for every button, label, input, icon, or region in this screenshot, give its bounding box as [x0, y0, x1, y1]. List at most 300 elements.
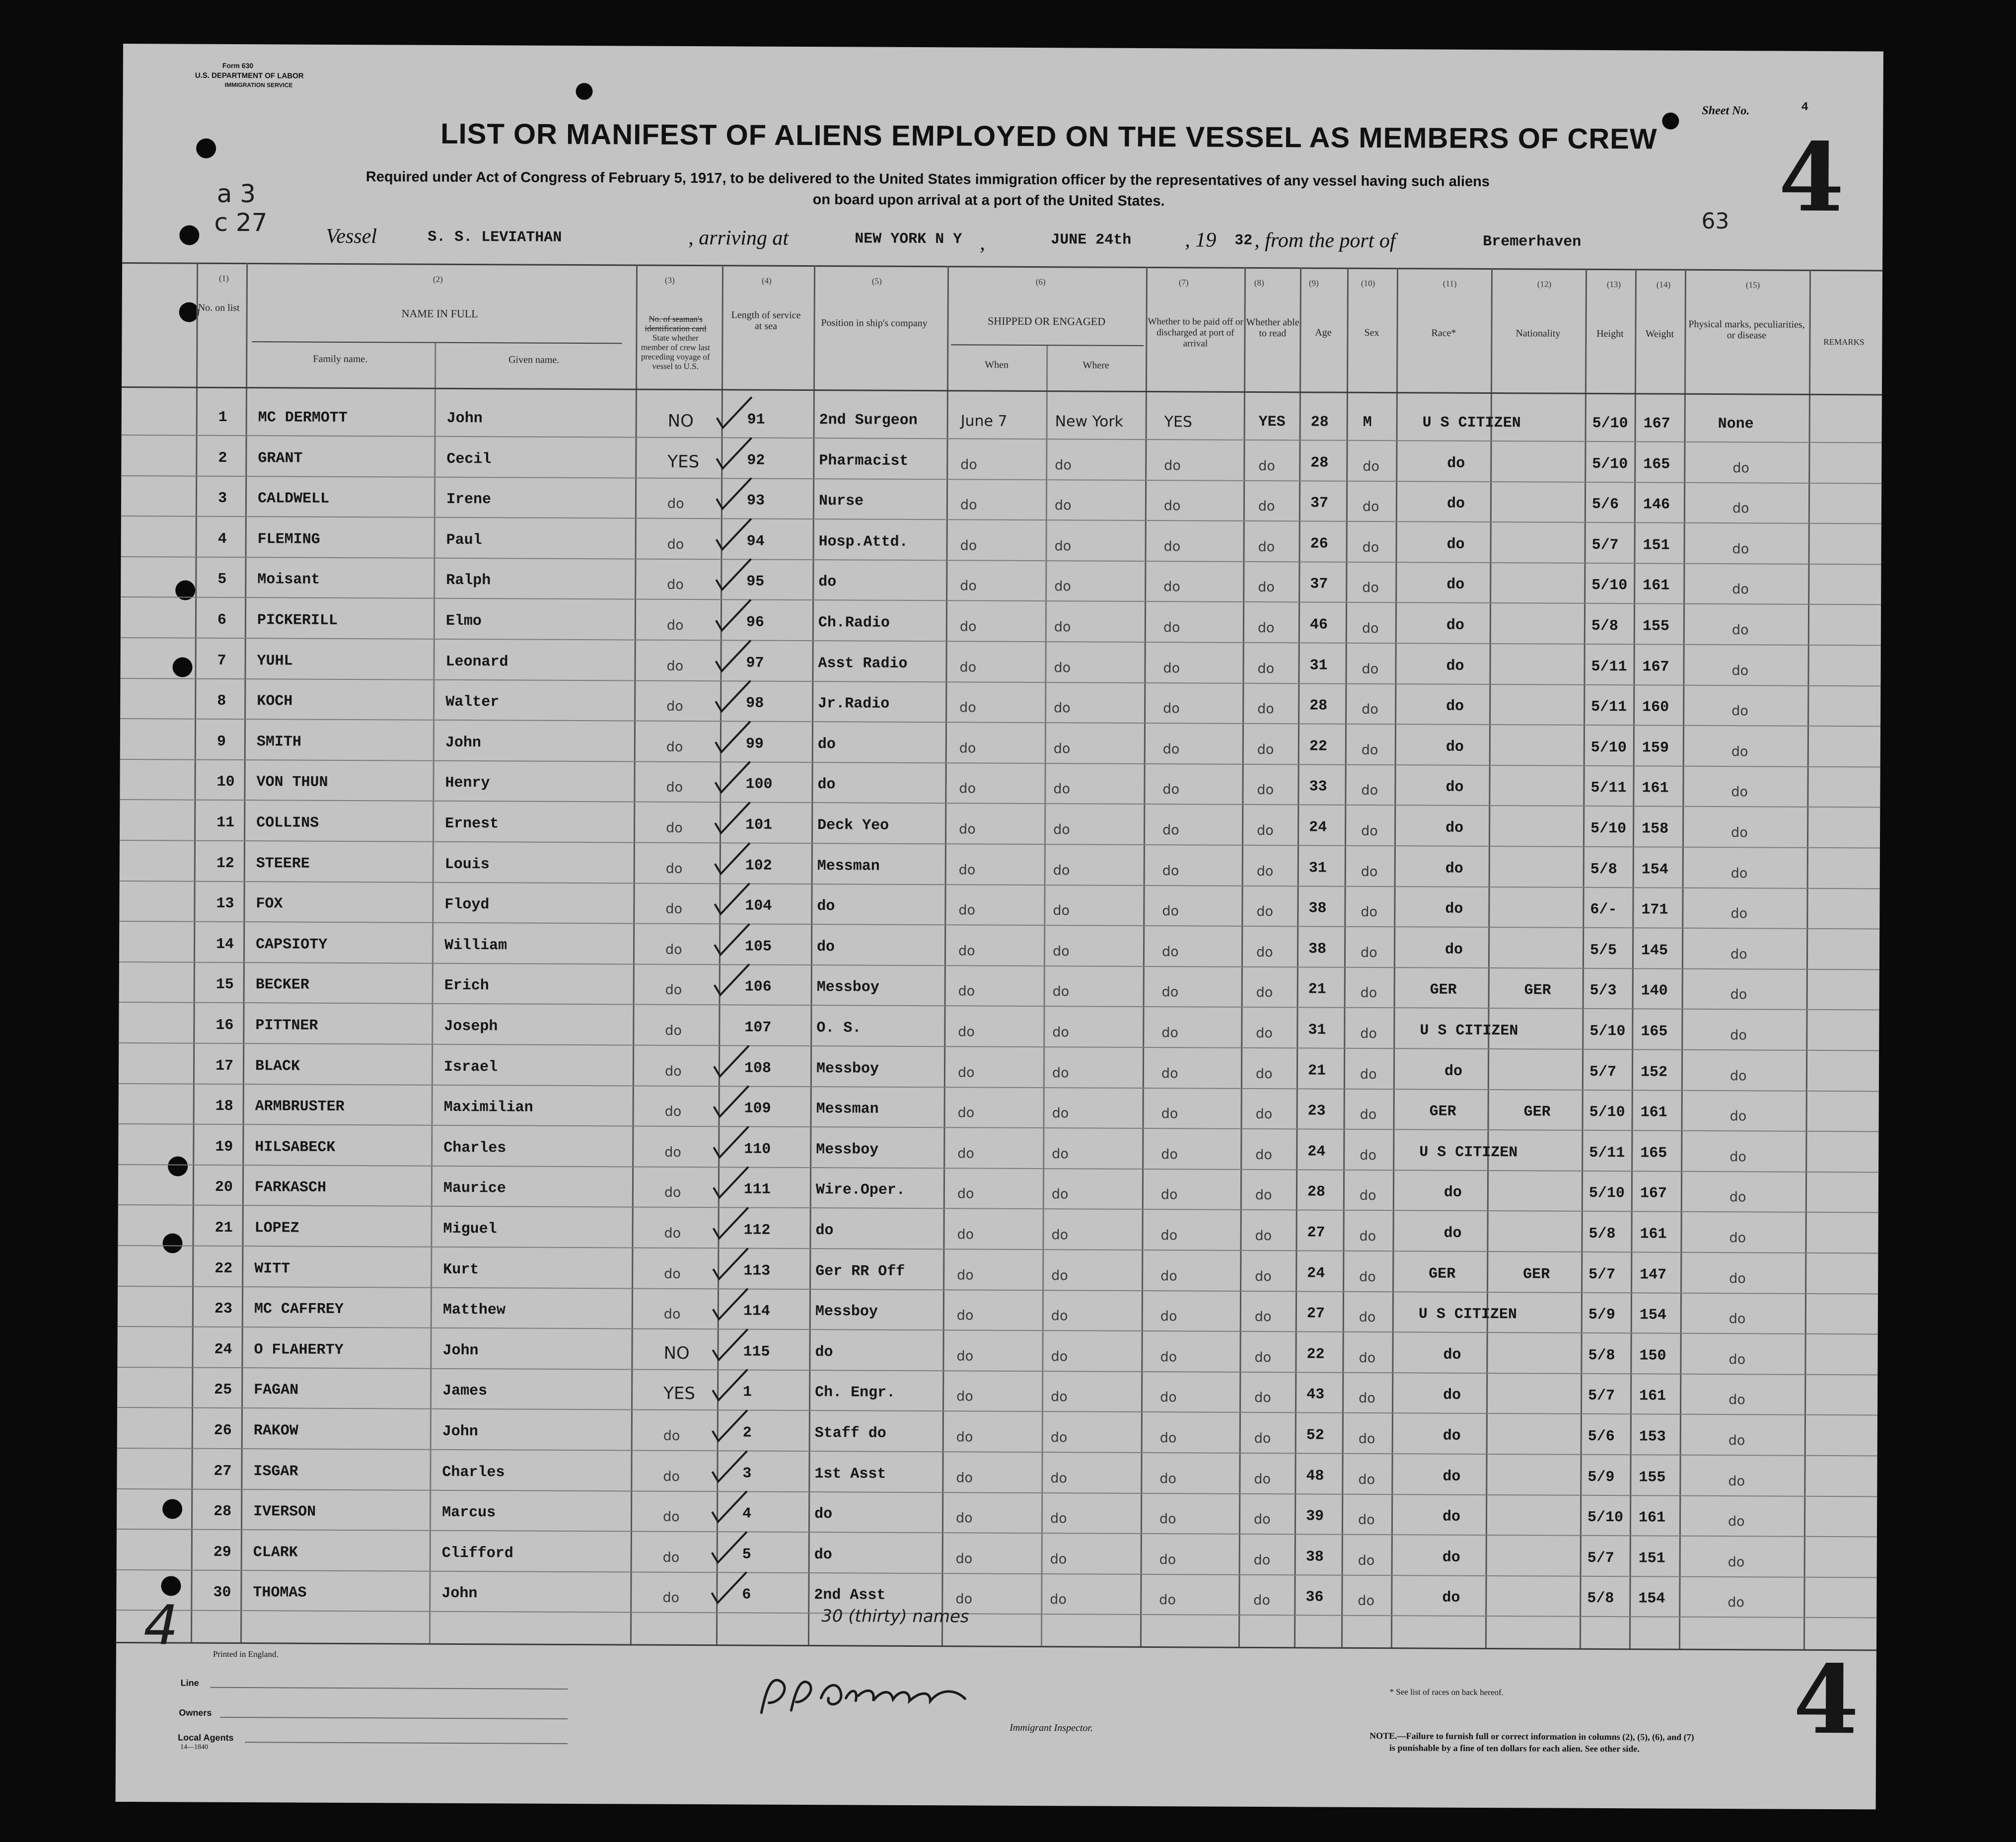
cell-position: do — [815, 1344, 833, 1361]
cell-position: do — [817, 736, 836, 753]
cell-able-to-read: do — [1257, 701, 1274, 717]
cell-position: Hosp.Attd. — [818, 533, 908, 551]
cell-engaged-when: do — [959, 821, 976, 837]
cell-race: U S CITIZEN — [1420, 1022, 1518, 1040]
cell-prev-voyage: do — [667, 536, 684, 552]
checkmark-icon — [711, 1204, 751, 1242]
cell-given-name: Louis — [444, 856, 490, 874]
cell-age: 28 — [1310, 414, 1329, 431]
cell-sex: do — [1362, 499, 1379, 515]
row-rule — [120, 678, 1880, 686]
cell-age: 37 — [1310, 576, 1328, 593]
cell-paid-off: do — [1159, 1592, 1176, 1608]
cell-sex: do — [1363, 458, 1380, 475]
cell-able-to-read: do — [1257, 620, 1275, 636]
arriving-label: , arriving at — [688, 226, 789, 250]
prev-voyage-label: State whether member of crew last preceding voyage of vessel to U.S. — [641, 333, 711, 371]
cell-sex: do — [1358, 1552, 1375, 1569]
cell-physical-marks: do — [1729, 1271, 1746, 1287]
local-agents-label: Local Agents — [178, 1732, 234, 1743]
manifest-subtitle: Required under Act of Congress of February 5, 1917, to be delivered to the United States immigration officer by the representatives of any vessel having such aliens — [365, 169, 1490, 190]
column-divider — [630, 265, 638, 1645]
cell-physical-marks: do — [1728, 1595, 1745, 1611]
cell-position: do — [818, 574, 837, 591]
cell-given-name: Henry — [445, 774, 490, 792]
cell-family-name: FAGAN — [254, 1382, 299, 1399]
cell-list-number: 3 — [217, 490, 227, 507]
cell-given-name: Walter — [445, 693, 500, 711]
cell-given-name: Israel — [443, 1058, 498, 1076]
cell-prev-voyage: do — [666, 658, 684, 674]
cell-position: Messman — [817, 858, 880, 875]
cell-given-name: John — [442, 1423, 478, 1441]
cell-engaged-where: do — [1051, 1186, 1069, 1202]
cell-position: Messman — [816, 1101, 879, 1118]
cell-family-name: THOMAS — [253, 1584, 307, 1602]
cell-weight: 161 — [1640, 1226, 1667, 1243]
cell-list-number: 23 — [214, 1300, 232, 1318]
cell-paid-off: do — [1159, 1552, 1176, 1568]
cell-position: Pharmacist — [819, 452, 909, 470]
checkmark-icon — [715, 394, 755, 431]
cell-paid-off: do — [1163, 620, 1180, 636]
cell-position: Jr.Radio — [818, 695, 890, 713]
cell-weight: 154 — [1639, 1307, 1666, 1324]
cell-paid-off: do — [1163, 579, 1180, 595]
cell-sex: do — [1358, 1593, 1375, 1609]
cell-physical-marks: do — [1729, 1108, 1747, 1124]
row-rule — [119, 1042, 1879, 1051]
cell-given-name: Floyd — [444, 896, 490, 914]
cell-height: 5/10 — [1591, 577, 1628, 594]
punch-hole — [196, 139, 216, 158]
inspector-label: Immigrant Inspector. — [1009, 1722, 1093, 1734]
cell-race: do — [1445, 738, 1464, 756]
cell-engaged-where: do — [1051, 1308, 1068, 1324]
cell-physical-marks: do — [1731, 825, 1748, 841]
cell-given-name: Charles — [443, 1139, 506, 1157]
cell-nationality: GER — [1524, 982, 1551, 999]
cell-sex: do — [1360, 1147, 1376, 1164]
column-number: (2) — [432, 274, 443, 284]
cell-engaged-when: do — [958, 983, 975, 999]
checkmark-icon — [712, 1123, 751, 1161]
cell-age: 28 — [1309, 697, 1328, 715]
cell-height: 5/5 — [1589, 942, 1617, 959]
cell-position: Nurse — [818, 493, 864, 510]
name-subrule — [252, 341, 622, 344]
header-prev-voyage — [638, 314, 713, 371]
cell-position: Deck Yeo — [817, 817, 889, 834]
cell-sex: do — [1359, 1309, 1376, 1326]
cell-paid-off: do — [1159, 1471, 1177, 1487]
column-number: (13) — [1606, 280, 1621, 290]
cell-sex: do — [1361, 864, 1378, 880]
cell-paid-off: do — [1161, 1106, 1178, 1122]
cell-race: do — [1442, 1427, 1461, 1445]
cell-weight: 171 — [1641, 901, 1668, 919]
cell-family-name: MC CAFFREY — [254, 1301, 344, 1318]
row-rule — [120, 840, 1880, 848]
cell-prev-voyage: do — [666, 617, 684, 633]
column-divider — [1629, 269, 1637, 1649]
cell-race: GER — [1429, 1265, 1456, 1283]
cell-physical-marks: do — [1732, 460, 1750, 476]
cell-engaged-when: do — [955, 1510, 973, 1526]
cell-engaged-when: do — [956, 1429, 973, 1445]
cell-list-number: 5 — [217, 571, 227, 588]
cell-service-length: 2 — [742, 1424, 752, 1442]
cell-paid-off: do — [1160, 1309, 1177, 1325]
cell-engaged-where: do — [1052, 944, 1070, 959]
service-name: IMMIGRATION SERVICE — [224, 81, 293, 89]
cell-given-name: Ralph — [446, 572, 491, 589]
cell-service-length: 4 — [742, 1505, 752, 1523]
column-divider — [1485, 268, 1493, 1649]
cell-able-to-read: do — [1255, 1187, 1272, 1203]
cell-able-to-read: do — [1256, 944, 1273, 960]
cell-engaged-when: do — [957, 1065, 975, 1081]
cell-position: Asst Radio — [818, 655, 908, 672]
cell-engaged-when: do — [956, 1308, 974, 1324]
cell-position: 2nd Surgeon — [819, 412, 918, 429]
cell-paid-off: do — [1163, 539, 1181, 555]
cell-engaged-when: do — [955, 1591, 973, 1607]
cell-able-to-read: do — [1256, 863, 1274, 880]
header-service-length: Length of service at sea — [731, 309, 801, 332]
cell-able-to-read: do — [1254, 1349, 1272, 1366]
cell-height: 5/11 — [1590, 779, 1627, 797]
cell-sex: do — [1359, 1350, 1376, 1366]
cell-able-to-read: do — [1255, 1106, 1273, 1122]
header-name-in-full: NAME IN FULL — [401, 307, 478, 320]
cell-family-name: BECKER — [255, 976, 309, 994]
cell-list-number: 24 — [214, 1341, 232, 1358]
header-position: Position in ship's company — [821, 317, 928, 329]
cell-prev-voyage: do — [666, 739, 683, 755]
cell-family-name: FLEMING — [257, 531, 320, 548]
cell-engaged-when: do — [958, 1024, 975, 1040]
cell-able-to-read: do — [1258, 458, 1276, 474]
cell-position: Ger RR Off — [815, 1263, 905, 1280]
column-number: (11) — [1442, 279, 1457, 289]
cell-age: 26 — [1310, 535, 1328, 553]
cell-prev-voyage: do — [665, 861, 683, 877]
cell-service-length: 115 — [743, 1343, 770, 1361]
cell-list-number: 11 — [216, 814, 235, 831]
cell-sex: do — [1362, 580, 1379, 596]
cell-height: 5/8 — [1587, 1590, 1614, 1608]
cell-physical-marks: do — [1728, 1514, 1745, 1530]
cell-service-length: 105 — [745, 938, 772, 956]
cell-given-name: Cecil — [446, 450, 492, 468]
cell-physical-marks: do — [1728, 1352, 1746, 1368]
cell-engaged-when: do — [959, 700, 976, 716]
cell-age: 52 — [1306, 1427, 1324, 1444]
cell-paid-off: do — [1164, 458, 1181, 474]
cell-age: 43 — [1306, 1386, 1325, 1403]
arrival-year: 32 — [1234, 232, 1253, 249]
column-divider — [240, 263, 248, 1643]
cell-race: U S CITIZEN — [1422, 414, 1521, 432]
cell-given-name: Clifford — [441, 1545, 513, 1562]
cell-sex: do — [1360, 985, 1377, 1001]
penalty-note: NOTE.—Failure to furnish full or correct information in columns (2), (5), (6), and (7) — [1369, 1730, 1694, 1742]
cell-engaged-where: do — [1054, 538, 1072, 554]
column-number: (7) — [1178, 278, 1189, 288]
checkmark-icon — [710, 1448, 750, 1485]
cell-height: 5/6 — [1591, 496, 1619, 514]
cell-list-number: 30 — [213, 1584, 231, 1601]
cell-engaged-where: do — [1053, 781, 1071, 797]
cell-family-name: BLACK — [255, 1058, 300, 1075]
cell-height: 5/10 — [1588, 1184, 1625, 1202]
big-sheet-number-bottom: 4 — [1793, 1644, 1860, 1756]
row-rule — [119, 921, 1879, 929]
cell-list-number: 14 — [216, 936, 234, 953]
cell-list-number: 19 — [215, 1138, 233, 1156]
cell-sex: do — [1361, 782, 1378, 799]
column-number: (6) — [1035, 277, 1046, 287]
cell-position: O. S. — [816, 1020, 862, 1037]
header-paid-off: Whether to be paid off or discharged at port of arrival — [1148, 316, 1243, 349]
checkmark-icon — [710, 1569, 749, 1606]
cell-family-name: GRANT — [258, 450, 303, 467]
checkmark-icon — [714, 596, 754, 634]
cell-height: 5/8 — [1590, 861, 1617, 879]
cell-engaged-where: do — [1055, 457, 1072, 473]
cell-given-name: Elmo — [445, 612, 482, 630]
cell-nationality: GER — [1523, 1104, 1551, 1121]
cell-weight: 160 — [1642, 699, 1669, 716]
cell-service-length: 113 — [743, 1262, 771, 1280]
cell-given-name: Leonard — [445, 653, 508, 671]
vessel-label: Vessel — [326, 224, 377, 248]
cell-engaged-where: do — [1053, 903, 1070, 919]
checkmark-icon — [713, 840, 753, 877]
cell-prev-voyage: NO — [663, 1343, 690, 1364]
row-rule — [116, 1610, 1876, 1618]
punch-hole — [1662, 113, 1679, 130]
cell-family-name: O FLAHERTY — [254, 1341, 344, 1359]
cell-able-to-read: do — [1257, 661, 1275, 677]
checkmark-icon — [713, 880, 752, 917]
checkmark-icon — [712, 1083, 752, 1120]
cell-engaged-when: do — [956, 1348, 974, 1364]
checkmark-icon — [710, 1488, 750, 1525]
cell-prev-voyage: do — [666, 698, 683, 714]
header-age: Age — [1315, 327, 1332, 338]
arrival-date: JUNE 24th — [1051, 231, 1132, 249]
cell-position: Messboy — [815, 1303, 878, 1321]
cell-paid-off: do — [1162, 822, 1179, 838]
checkmark-icon — [715, 435, 754, 472]
row-rule — [120, 718, 1880, 727]
cell-engaged-where: do — [1051, 1268, 1068, 1284]
cell-weight: 167 — [1640, 1185, 1667, 1202]
cell-engaged-where: do — [1053, 741, 1071, 757]
cell-race: U S CITIZEN — [1419, 1144, 1518, 1162]
cell-weight: 153 — [1639, 1428, 1666, 1446]
cell-paid-off: do — [1160, 1390, 1177, 1405]
cell-height: 5/11 — [1591, 698, 1627, 716]
cell-height: 5/11 — [1589, 1144, 1625, 1162]
cell-given-name: William — [444, 937, 507, 955]
column-number: (3) — [664, 275, 675, 285]
cell-given-name: Matthew — [442, 1301, 505, 1319]
departure-port: Bremerhaven — [1483, 233, 1582, 251]
cell-age: 23 — [1307, 1103, 1326, 1120]
row-rule — [122, 435, 1882, 443]
cell-engaged-where: do — [1054, 498, 1072, 514]
cell-weight: 161 — [1639, 1509, 1666, 1527]
inspector-signature — [751, 1668, 985, 1724]
cell-race: do — [1446, 536, 1465, 553]
cell-list-number: 8 — [217, 692, 226, 710]
cell-position: Messboy — [816, 979, 879, 996]
cell-sex: do — [1359, 1269, 1376, 1285]
cell-engaged-when: do — [957, 1186, 974, 1202]
cell-engaged-where: do — [1054, 660, 1071, 676]
line-label: Line — [180, 1678, 199, 1688]
cell-physical-marks: do — [1728, 1311, 1746, 1327]
cell-prev-voyage: do — [662, 1549, 680, 1565]
cell-position: Messboy — [816, 1060, 879, 1078]
checkmark-icon — [711, 1366, 750, 1403]
checkmark-icon — [711, 1285, 751, 1323]
penalty-note: is punishable by a fine of ten dollars for each alien. See other side. — [1389, 1743, 1640, 1754]
cell-given-name: John — [446, 410, 483, 428]
cell-race: do — [1446, 495, 1465, 513]
checkmark-icon — [713, 961, 752, 998]
cell-height: 5/7 — [1589, 1063, 1617, 1081]
cell-sex: do — [1360, 1026, 1377, 1042]
checkmark-icon — [714, 556, 754, 593]
cell-engaged-when: do — [959, 740, 976, 756]
cell-age: 33 — [1309, 778, 1327, 796]
cell-physical-marks: do — [1732, 541, 1749, 557]
cell-height: 5/10 — [1590, 739, 1627, 757]
cell-service-length: 102 — [745, 857, 772, 875]
cell-height: 5/10 — [1589, 1023, 1626, 1040]
cell-engaged-where: do — [1050, 1511, 1067, 1527]
cell-family-name: COLLINS — [256, 814, 319, 832]
cell-family-name: PITTNER — [255, 1017, 318, 1034]
cell-physical-marks: do — [1728, 1392, 1745, 1408]
header-height: Height — [1596, 328, 1624, 340]
row-rule — [121, 475, 1881, 484]
cell-prev-voyage: do — [665, 942, 682, 958]
cell-age: 24 — [1307, 1265, 1325, 1282]
cell-list-number: 22 — [215, 1260, 233, 1277]
line-underline — [211, 1687, 568, 1690]
cell-sex: do — [1362, 539, 1379, 556]
separator: , — [980, 231, 985, 255]
cell-prev-voyage: do — [663, 1469, 680, 1484]
header-weight: Weight — [1645, 328, 1674, 340]
cell-able-to-read: do — [1253, 1511, 1271, 1528]
cell-list-number: 26 — [214, 1422, 232, 1439]
header-given-name: Given name. — [508, 354, 560, 366]
cell-height: 5/10 — [1589, 1104, 1625, 1121]
cell-engaged-where: do — [1050, 1430, 1068, 1446]
cell-age: 27 — [1307, 1224, 1325, 1242]
punch-hole — [162, 1233, 182, 1253]
cell-age: 31 — [1309, 657, 1328, 674]
column-divider — [1391, 268, 1398, 1648]
row-rule — [120, 759, 1880, 767]
cell-service-length: 107 — [744, 1019, 772, 1036]
row-rule — [117, 1569, 1877, 1578]
cell-service-length: 99 — [745, 736, 764, 753]
cell-paid-off: do — [1163, 498, 1181, 514]
header-list-number: No. on list — [198, 302, 240, 314]
header-remarks: REMARKS — [1823, 337, 1865, 347]
column-divider — [1679, 269, 1686, 1650]
cell-prev-voyage: do — [663, 1306, 681, 1322]
cell-sex: M — [1363, 414, 1372, 431]
names-count: 30 (thirty) names — [821, 1606, 969, 1627]
cell-sex: do — [1359, 1390, 1375, 1406]
cell-prev-voyage: do — [663, 1428, 680, 1444]
cell-age: 36 — [1305, 1589, 1324, 1606]
cell-race: do — [1445, 819, 1464, 837]
cell-family-name: PICKERILL — [257, 612, 338, 629]
cell-able-to-read: do — [1254, 1309, 1272, 1325]
cell-physical-marks: do — [1730, 1028, 1747, 1043]
cell-engaged-when: do — [957, 1146, 975, 1162]
cell-weight: 145 — [1641, 942, 1668, 959]
cell-engaged-where: do — [1052, 1105, 1069, 1121]
punch-hole — [172, 657, 192, 677]
cell-list-number: 18 — [215, 1098, 233, 1115]
cell-age: 24 — [1309, 819, 1327, 836]
cell-family-name: Moisant — [257, 571, 320, 589]
cell-engaged-when: do — [956, 1389, 973, 1404]
cell-age: 37 — [1310, 495, 1329, 512]
cell-position: do — [815, 1222, 834, 1240]
cell-given-name: Maximilian — [443, 1099, 533, 1116]
cell-position: do — [814, 1547, 832, 1564]
row-rule — [118, 1204, 1878, 1213]
row-rule — [119, 1123, 1879, 1132]
cell-list-number: 25 — [214, 1381, 232, 1399]
cell-prev-voyage: do — [665, 982, 682, 998]
cell-height: 5/10 — [1592, 455, 1628, 473]
cell-prev-voyage: do — [664, 1063, 682, 1079]
checkmark-icon — [715, 516, 754, 553]
row-rule — [117, 1367, 1877, 1375]
cell-weight: 140 — [1641, 982, 1668, 1000]
cell-prev-voyage: do — [664, 1225, 681, 1241]
cell-family-name: FOX — [256, 895, 283, 913]
cell-family-name: LOPEZ — [254, 1220, 299, 1237]
cell-service-length: 108 — [744, 1060, 772, 1077]
cell-paid-off: do — [1160, 1187, 1178, 1203]
cell-weight: 152 — [1640, 1064, 1668, 1081]
cell-prev-voyage: do — [663, 1509, 680, 1525]
cell-paid-off: do — [1162, 863, 1179, 879]
cell-list-number: 21 — [215, 1219, 233, 1237]
cell-able-to-read: do — [1258, 579, 1275, 595]
cell-engaged-when: do — [955, 1551, 973, 1567]
cell-engaged-when: do — [959, 781, 976, 797]
cell-weight: 167 — [1642, 659, 1669, 676]
punch-hole — [168, 1156, 188, 1176]
cell-age: 46 — [1309, 616, 1328, 634]
cell-race: do — [1445, 900, 1463, 918]
races-note: * See list of races on back hereof. — [1389, 1687, 1504, 1697]
